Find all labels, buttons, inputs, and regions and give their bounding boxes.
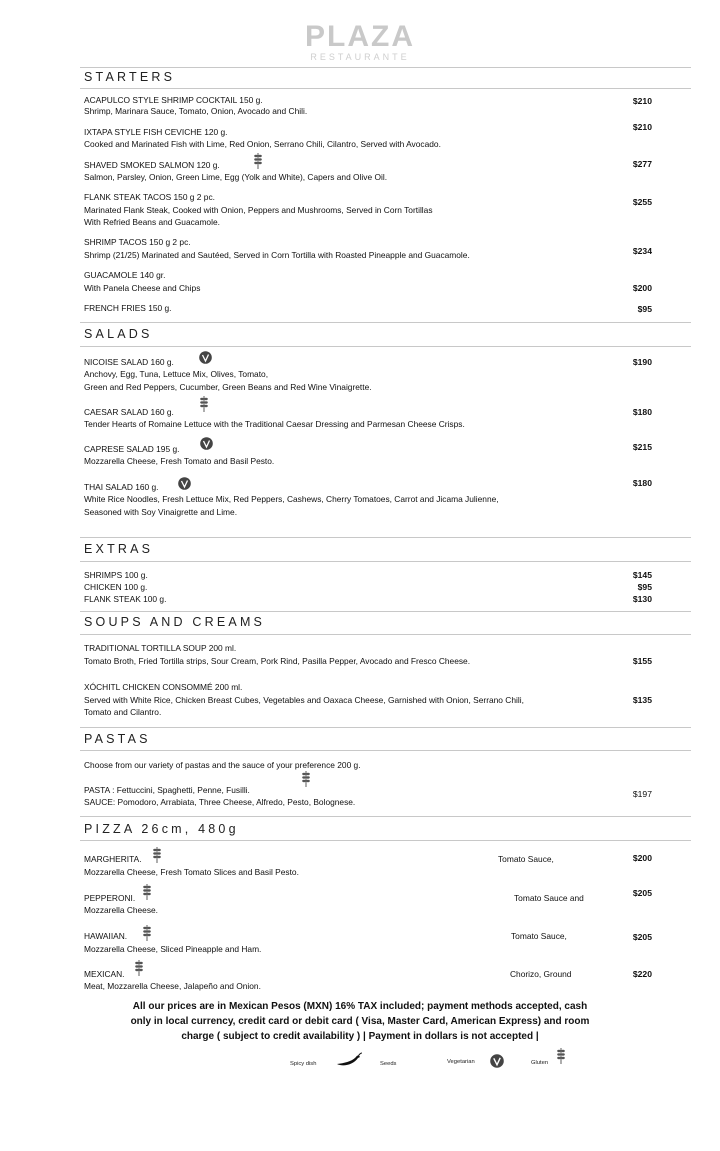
item-price: $200 xyxy=(632,853,652,863)
item-price: $197 xyxy=(632,789,652,799)
divider xyxy=(80,346,691,347)
vegetarian-icon xyxy=(199,351,212,364)
divider xyxy=(80,561,691,562)
section-title-pizza: PIZZA 26cm, 480g xyxy=(84,822,239,836)
item-price: $95 xyxy=(637,582,652,592)
item-description: Green and Red Peppers, Cucumber, Green Beans and Red Wine Vinaigrette. xyxy=(84,382,372,392)
pasta-intro: Choose from our variety of pastas and the sauce of your preference 200 g. xyxy=(84,760,361,770)
item-name: MARGHERITA. xyxy=(84,854,142,864)
item-description: White Rice Noodles, Fresh Lettuce Mix, Red Peppers, Cashews, Cherry Tomatoes, Carrot and Jicama Julienne, xyxy=(84,494,499,504)
item-description: Shrimp, Marinara Sauce, Tomato, Onion, Avocado and Chili. xyxy=(84,106,308,116)
item-side-text: Chorizo, Ground xyxy=(510,969,572,979)
legend-seeds-label: Seeds xyxy=(380,1061,397,1067)
item-name: NICOISE SALAD 160 g. xyxy=(84,357,174,367)
divider xyxy=(80,88,691,89)
item-price: $210 xyxy=(632,96,652,106)
legend-spicy-label: Spicy dish xyxy=(290,1061,317,1067)
item-name: FRENCH FRIES 150 g. xyxy=(84,303,172,313)
item-description: Mozzarella Cheese, Fresh Tomato and Basil Pesto. xyxy=(84,456,275,466)
item-description: With Panela Cheese and Chips xyxy=(84,283,201,293)
item-name: FLANK STEAK TACOS 150 g 2 pc. xyxy=(84,192,215,202)
divider xyxy=(80,840,691,841)
item-name: CAPRESE SALAD 195 g. xyxy=(84,444,180,454)
divider xyxy=(80,750,691,751)
item-price: $130 xyxy=(632,594,652,604)
item-price: $210 xyxy=(632,122,652,132)
item-price: $180 xyxy=(632,407,652,417)
item-description: With Refried Beans and Guacamole. xyxy=(84,217,220,227)
item-description: Mozzarella Cheese. xyxy=(84,905,159,915)
divider xyxy=(80,727,691,728)
gluten-icon xyxy=(301,770,311,788)
item-price: $135 xyxy=(632,695,652,705)
pasta-types: PASTA : Fettuccini, Spaghetti, Penne, Fusilli. xyxy=(84,785,250,795)
item-description: Tender Hearts of Romaine Lettuce with the Traditional Caesar Dressing and Parmesan Cheese Crisps. xyxy=(84,419,465,429)
logo-subtitle: RESTAURANTE xyxy=(310,52,410,62)
divider xyxy=(80,322,691,323)
item-side-text: Tomato Sauce, xyxy=(511,931,567,941)
item-price: $205 xyxy=(632,888,652,898)
section-title-extras: EXTRAS xyxy=(84,542,154,556)
item-name: SHAVED SMOKED SALMON 120 g. xyxy=(84,160,220,170)
legend-gluten-label: Gluten xyxy=(531,1060,549,1066)
item-name: HAWAIIAN. xyxy=(84,931,128,941)
footer-note-line: charge ( subject to credit availability ) | Payment in dollars is not accepted | xyxy=(181,1031,539,1042)
item-description: Served with White Rice, Chicken Breast Cubes, Vegetables and Oaxaca Cheese, Garnished with Onion, Serrano Chili, xyxy=(84,695,524,705)
item-price: $277 xyxy=(632,159,652,169)
item-description: Meat, Mozzarella Cheese, Jalapeño and Onion. xyxy=(84,981,261,991)
item-name: TRADITIONAL TORTILLA SOUP 200 ml. xyxy=(84,643,237,653)
item-description: Mozzarella Cheese, Sliced Pineapple and Ham. xyxy=(84,944,262,954)
item-name: GUACAMOLE 140 gr. xyxy=(84,270,166,280)
divider xyxy=(80,634,691,635)
vegetarian-icon xyxy=(490,1054,504,1068)
item-description: Seasoned with Soy Vinaigrette and Lime. xyxy=(84,507,238,517)
item-name: FLANK STEAK 100 g. xyxy=(84,594,167,604)
item-price: $145 xyxy=(632,570,652,580)
item-price: $255 xyxy=(632,197,652,207)
item-name: ACAPULCO STYLE SHRIMP COCKTAIL 150 g. xyxy=(84,95,263,105)
item-side-text: Tomato Sauce, xyxy=(498,854,554,864)
gluten-icon xyxy=(253,152,263,170)
gluten-icon xyxy=(556,1046,566,1066)
item-description: Tomato Broth, Fried Tortilla strips, Sour Cream, Pork Rind, Pasilla Pepper, Avocado and Fresco Cheese. xyxy=(84,656,471,666)
footer-note-line: All our prices are in Mexican Pesos (MXN) 16% TAX included; payment methods accepted, cash xyxy=(132,1001,588,1012)
gluten-icon xyxy=(199,395,209,413)
item-price: $234 xyxy=(632,246,652,256)
item-description: Salmon, Parsley, Onion, Green Lime, Egg (Yolk and White), Capers and Olive Oil. xyxy=(84,172,388,182)
chili-pepper-icon xyxy=(335,1052,363,1068)
legend-vegetarian-label: Vegetarian xyxy=(447,1059,475,1065)
pasta-sauces: SAUCE: Pomodoro, Arrabiata, Three Cheese, Alfredo, Pesto, Bolognese. xyxy=(84,797,356,807)
item-price: $200 xyxy=(632,283,652,293)
gluten-icon xyxy=(142,883,152,901)
item-description: Cooked and Marinated Fish with Lime, Red Onion, Serrano Chili, Cilantro, Served with Avocado. xyxy=(84,139,441,149)
item-price: $190 xyxy=(632,357,652,367)
restaurant-logo xyxy=(0,22,720,62)
divider xyxy=(80,537,691,538)
item-name: SHRIMP TACOS 150 g 2 pc. xyxy=(84,237,191,247)
item-side-text: Tomato Sauce and xyxy=(514,893,584,903)
item-name: CHICKEN 100 g. xyxy=(84,582,148,592)
section-title-salads: SALADS xyxy=(84,327,153,341)
item-description: Mozzarella Cheese, Fresh Tomato Slices and Basil Pesto. xyxy=(84,867,299,877)
item-description: Marinated Flank Steak, Cooked with Onion, Peppers and Mushrooms, Served in Corn Tortillas xyxy=(84,205,433,215)
item-description: Tomato and Cilantro. xyxy=(84,707,162,717)
item-name: IXTAPA STYLE FISH CEVICHE 120 g. xyxy=(84,127,228,137)
item-price: $95 xyxy=(637,304,652,314)
section-title-starters: STARTERS xyxy=(84,70,176,84)
item-price: $215 xyxy=(632,442,652,452)
divider xyxy=(80,67,691,68)
item-name: CAESAR SALAD 160 g. xyxy=(84,407,174,417)
divider xyxy=(80,611,691,612)
footer-note-line: only in local currency, credit card or debit card ( Visa, Master Card, American Express) and room xyxy=(130,1016,590,1027)
item-name: PEPPERONI. xyxy=(84,893,136,903)
item-price: $180 xyxy=(632,478,652,488)
item-name: THAI SALAD 160 g. xyxy=(84,482,159,492)
item-description: Anchovy, Egg, Tuna, Lettuce Mix, Olives, Tomato, xyxy=(84,369,269,379)
gluten-icon xyxy=(152,846,162,864)
item-name: SHRIMPS 100 g. xyxy=(84,570,148,580)
gluten-icon xyxy=(142,924,152,942)
gluten-icon xyxy=(134,959,144,977)
section-title-soups: SOUPS AND CREAMS xyxy=(84,615,266,629)
section-title-pastas: PASTAS xyxy=(84,732,151,746)
item-price: $205 xyxy=(632,932,652,942)
vegetarian-icon xyxy=(200,437,213,450)
item-description: Shrimp (21/25) Marinated and Sautéed, Served in Corn Tortilla with Roasted Pineapple and Guacamole. xyxy=(84,250,470,260)
item-name: XÓCHITL CHICKEN CONSOMMÉ 200 ml. xyxy=(84,682,243,692)
divider xyxy=(80,816,691,817)
item-price: $220 xyxy=(632,969,652,979)
logo-name: PLAZA xyxy=(305,20,415,53)
item-name: MEXICAN. xyxy=(84,969,125,979)
vegetarian-icon xyxy=(178,477,191,490)
item-price: $155 xyxy=(632,656,652,666)
